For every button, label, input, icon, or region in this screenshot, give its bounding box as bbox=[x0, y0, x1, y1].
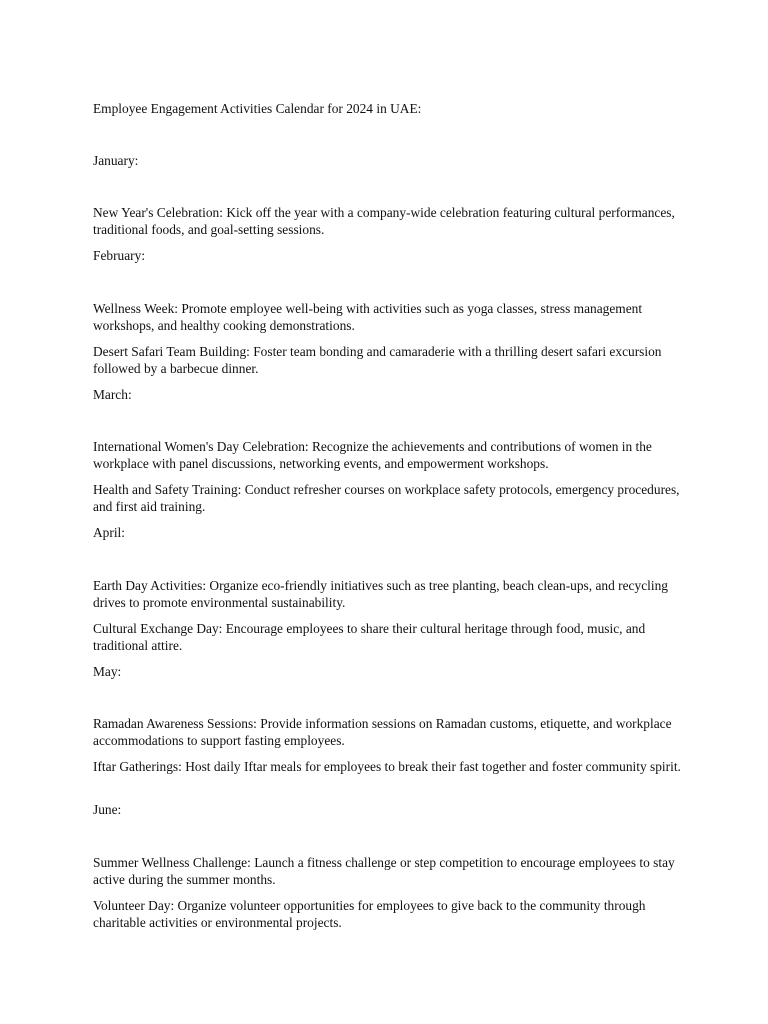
activity-iftar-gatherings: Iftar Gatherings: Host daily Iftar meals for employees to break their fast together and foster community spirit. bbox=[93, 759, 681, 775]
activity-earth-day: Earth Day Activities: Organize eco-friendly initiatives such as tree planting, beach clean-ups, and recycling drives to promote environmental sustainability. bbox=[93, 578, 668, 610]
month-heading-february: February: bbox=[93, 248, 146, 264]
activity-desert-safari: Desert Safari Team Building: Foster team bonding and camaraderie with a thrilling desert safari excursion followed by a barbecue dinner. bbox=[93, 344, 662, 376]
activity-ramadan-awareness: Ramadan Awareness Sessions: Provide information sessions on Ramadan customs, etiquette, and workplace accommodations to support fasting employees. bbox=[93, 716, 672, 748]
month-heading-march: March: bbox=[93, 387, 132, 403]
activity-summer-wellness: Summer Wellness Challenge: Launch a fitness challenge or step competition to encourage employees to stay active during the summer months. bbox=[93, 855, 675, 887]
activity-health-safety-training: Health and Safety Training: Conduct refresher courses on workplace safety protocols, emergency procedures, and first aid training. bbox=[93, 482, 680, 514]
activity-new-years-celebration: New Year's Celebration: Kick off the year with a company-wide celebration featuring cultural performances, traditional foods, and goal-setting sessions. bbox=[93, 205, 675, 237]
month-heading-may: May: bbox=[93, 664, 122, 680]
document-title: Employee Engagement Activities Calendar for 2024 in UAE: bbox=[93, 101, 422, 117]
activity-cultural-exchange: Cultural Exchange Day: Encourage employees to share their cultural heritage through food, music, and traditional attire. bbox=[93, 621, 646, 653]
activity-volunteer-day: Volunteer Day: Organize volunteer opportunities for employees to give back to the community through charitable activities or environmental projects. bbox=[93, 898, 646, 930]
month-heading-june: June: bbox=[93, 802, 122, 818]
activity-womens-day: International Women's Day Celebration: Recognize the achievements and contributions of women in the workplace with panel discussions, networking events, and empowerment workshops. bbox=[93, 439, 652, 471]
activity-wellness-week: Wellness Week: Promote employee well-being with activities such as yoga classes, stress management workshops, and healthy cooking demonstrations. bbox=[93, 301, 643, 333]
month-heading-january: January: bbox=[93, 153, 139, 169]
month-heading-april: April: bbox=[93, 525, 125, 541]
